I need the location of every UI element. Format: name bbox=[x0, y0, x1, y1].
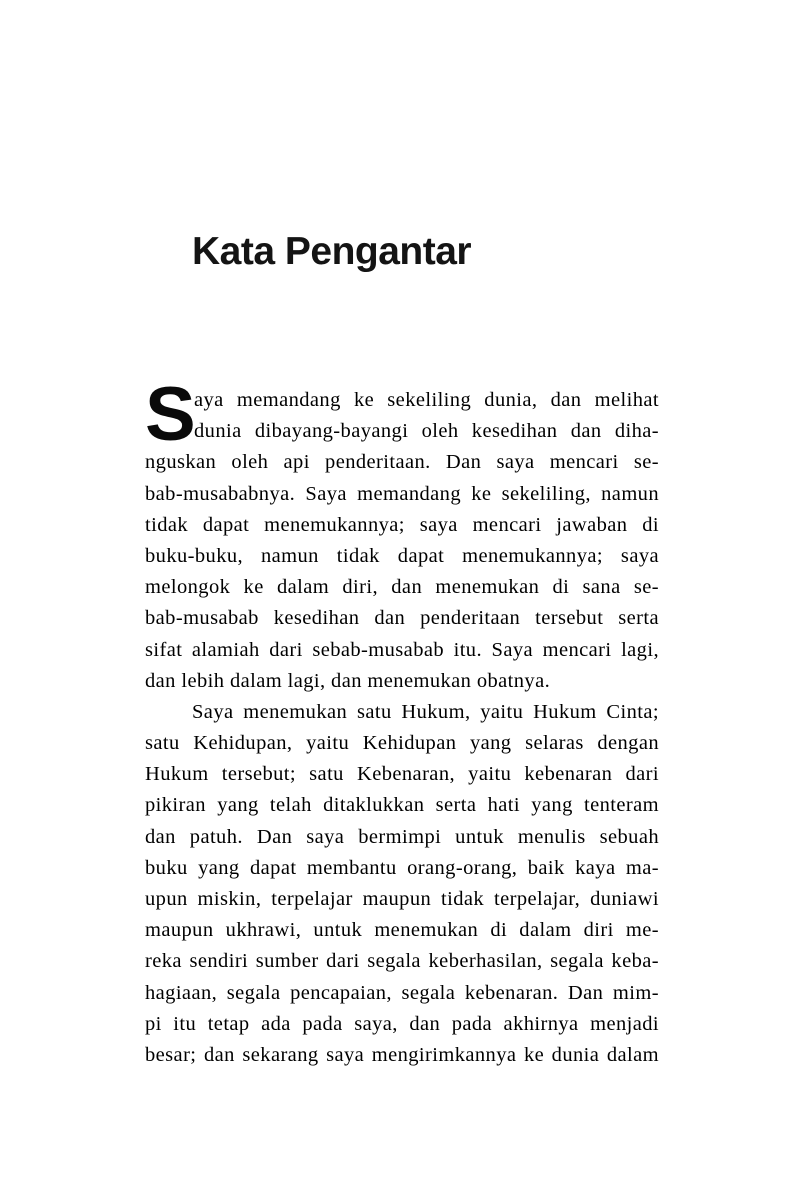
text-line: nguskan oleh api penderitaan. Dan saya mencari se- bbox=[145, 451, 659, 474]
text-line: besar; dan sekarang saya mengirimkannya ke dunia dalam bbox=[145, 1043, 659, 1066]
text-line: pi itu tetap ada pada saya, dan pada akhirnya menjadi bbox=[145, 1012, 659, 1035]
page-title: Kata Pengantar bbox=[192, 230, 472, 274]
text-line: reka sendiri sumber dari segala keberhasilan, segala keba- bbox=[145, 950, 659, 973]
text-line: bab-musabab kesedihan dan penderitaan tersebut serta bbox=[145, 607, 659, 630]
text-line: pikiran yang telah ditaklukkan serta hati yang tenteram bbox=[145, 794, 659, 817]
text-line: maupun ukhrawi, untuk menemukan di dalam diri me- bbox=[145, 919, 659, 942]
text-line: Saya menemukan satu Hukum, yaitu Hukum Cinta; bbox=[192, 700, 659, 723]
text-line: tidak dapat menemukannya; saya mencari jawaban di bbox=[145, 513, 659, 536]
text-line: buku yang dapat membantu orang-orang, baik kaya ma- bbox=[145, 856, 659, 879]
drop-cap: S bbox=[145, 372, 197, 457]
text-line: upun miskin, terpelajar maupun tidak terpelajar, duniawi bbox=[145, 888, 659, 910]
text-line: melongok ke dalam diri, dan menemukan di sana se- bbox=[145, 576, 659, 599]
text-line: sifat alamiah dari sebab-musabab itu. Saya mencari lagi, bbox=[145, 638, 659, 661]
text-line: satu Kehidupan, yaitu Kehidupan yang selaras dengan bbox=[145, 732, 659, 755]
body-text bbox=[145, 372, 659, 1071]
text-line: dunia dibayang-bayangi oleh kesedihan dan diha- bbox=[194, 420, 659, 443]
text-line: hagiaan, segala pencapaian, segala kebenaran. Dan mim- bbox=[145, 981, 659, 1004]
text-line: dan patuh. Dan saya bermimpi untuk menulis sebuah bbox=[145, 825, 659, 848]
text-line: buku-buku, namun tidak dapat menemukannya; saya bbox=[145, 544, 659, 567]
text-line: bab-musababnya. Saya memandang ke sekeliling, namun bbox=[145, 482, 659, 505]
text-line: aya memandang ke sekeliling dunia, dan melihat bbox=[194, 389, 659, 411]
text-line: dan lebih dalam lagi, dan menemukan obatnya. bbox=[145, 669, 551, 692]
text-line: Hukum tersebut; satu Kebenaran, yaitu kebenaran dari bbox=[145, 763, 659, 786]
